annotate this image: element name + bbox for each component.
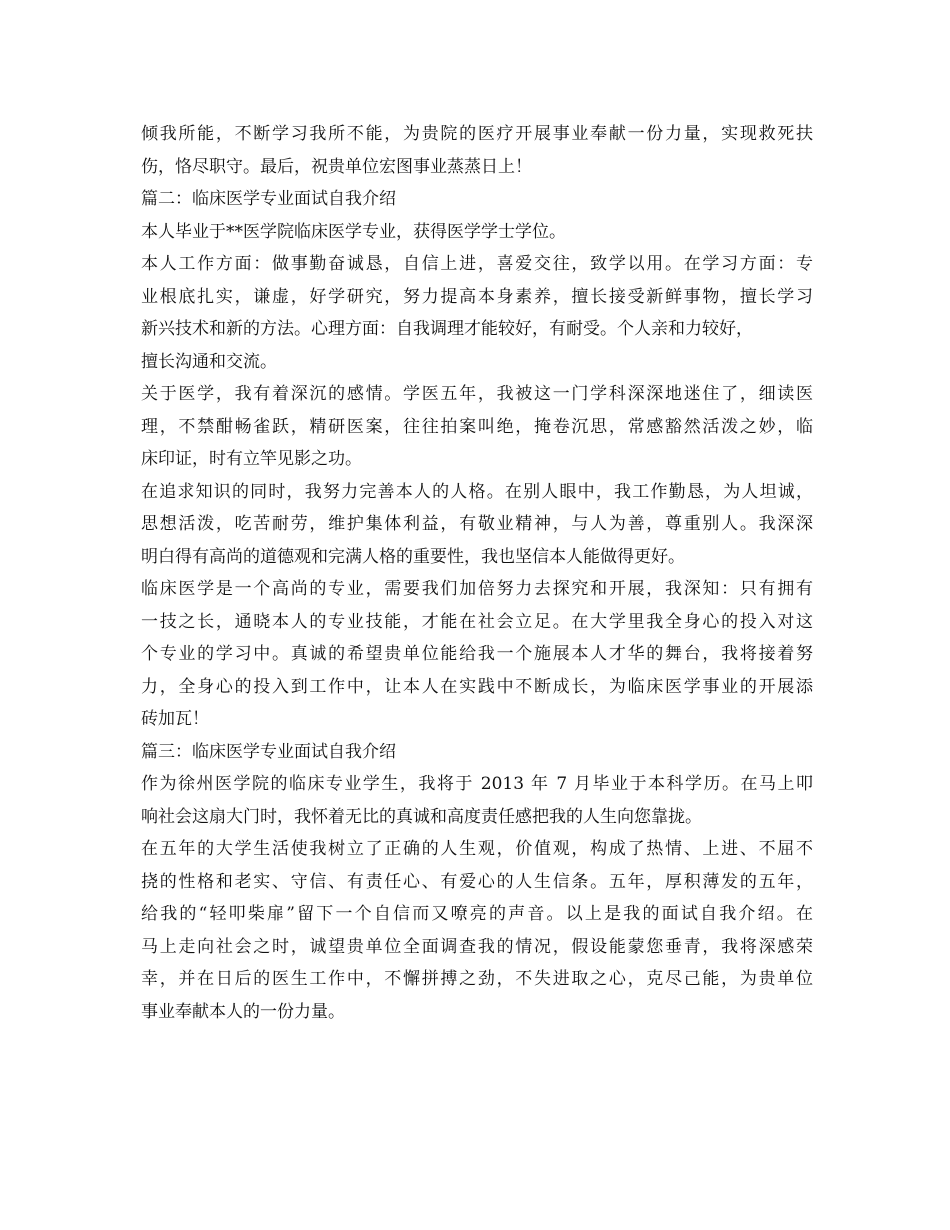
text-line: 理，不禁酣畅雀跃，精研医案，往往拍案叫绝，掩卷沉思，常感豁然活泼之妙，临 [141, 416, 813, 437]
text-line: 事业奉献本人的一份力量。 [141, 1001, 345, 1022]
text-line: 思想活泼，吃苦耐劳，维护集体利益，有敬业精神，与人为善，尊重别人。我深深 [141, 514, 813, 534]
paragraph [141, 118, 813, 183]
text-line: 本人工作方面：做事勤奋诚恳，自信上进，喜爱交往，致学以用。在学习方面：专 [141, 254, 813, 274]
paragraph [141, 216, 813, 249]
paragraph [141, 768, 813, 833]
text-line: 给我的“轻叩柴扉”留下一个自信而又嘹亮的声音。以上是我的面试自我介绍。在 [141, 904, 813, 924]
text-line: 本人毕业于**医学院临床医学专业，获得医学学士学位。 [141, 221, 566, 242]
paragraph [141, 833, 813, 1028]
text-line: 在五年的大学生活使我树立了正确的人生观，价值观，构成了热情、上进、不屈不 [141, 839, 813, 859]
paragraph [141, 248, 813, 378]
text-line: 倾我所能，不断学习我所不能，为贵院的医疗开展事业奉献一份力量，实现救死扶 [141, 124, 813, 144]
text-line: 力，全身心的投入到工作中，让本人在实践中不断成长，为临床医学事业的开展添 [141, 676, 813, 697]
paragraph [141, 573, 813, 736]
text-line: 挠的性格和老实、守信、有责任心、有爱心的人生信条。五年，厚积薄发的五年， [141, 871, 813, 892]
text-line: 幸，并在日后的医生工作中，不懈拼搏之劲，不失进取之心，克尽己能，为贵单位 [141, 969, 813, 989]
document-page [141, 118, 813, 1028]
text-line: 伤，恪尽职守。最后，祝贵单位宏图事业蒸蒸日上！ [141, 156, 532, 177]
text-line: 在追求知识的同时，我努力完善本人的人格。在别人眼中，我工作勤恳，为人坦诚， [141, 481, 813, 502]
text-line: 砖加瓦！ [141, 709, 209, 729]
text-line: 篇三：临床医学专业面试自我介绍 [141, 741, 396, 762]
text-line: 关于医学，我有着深沉的感情。学医五年，我被这一门学科深深地迷住了，细读医 [141, 384, 813, 404]
text-line: 个专业的学习中。真诚的希望贵单位能给我一个施展本人才华的舞台，我将接着努 [141, 644, 813, 664]
text-line: 床印证，时有立竿见影之功。 [141, 449, 362, 469]
text-line: 业根底扎实，谦虚，好学研究，努力提高本身素养，擅长接受新鲜事物，擅长学习 [141, 286, 813, 307]
text-line: 马上走向社会之时，诚望贵单位全面调查我的情况，假设能蒙您垂青，我将深感荣 [141, 936, 813, 957]
text-line: 一技之长，通晓本人的专业技能，才能在社会立足。在大学里我全身心的投入对这 [141, 611, 813, 632]
text-line: 明白得有高尚的道德观和完满人格的重要性，我也坚信本人能做得更好。 [141, 546, 685, 567]
text-line: 擅长沟通和交流。 [141, 351, 277, 372]
text-line: 新兴技术和新的方法。心理方面：自我调理才能较好，有耐受。个人亲和力较好， [141, 319, 753, 339]
section-heading [141, 183, 813, 216]
paragraph [141, 378, 813, 476]
text-line: 作为徐州医学院的临床专业学生，我将于 2013 年 7 月毕业于本科学历。在马上叩 [141, 774, 813, 794]
section-heading [141, 736, 813, 769]
text-line: 响社会这扇大门时，我怀着无比的真诚和高度责任感把我的人生向您靠拢。 [141, 806, 702, 827]
text-line: 篇二：临床医学专业面试自我介绍 [141, 189, 396, 209]
text-line: 临床医学是一个高尚的专业，需要我们加倍努力去探究和开展，我深知：只有拥有 [141, 579, 813, 599]
paragraph [141, 476, 813, 574]
